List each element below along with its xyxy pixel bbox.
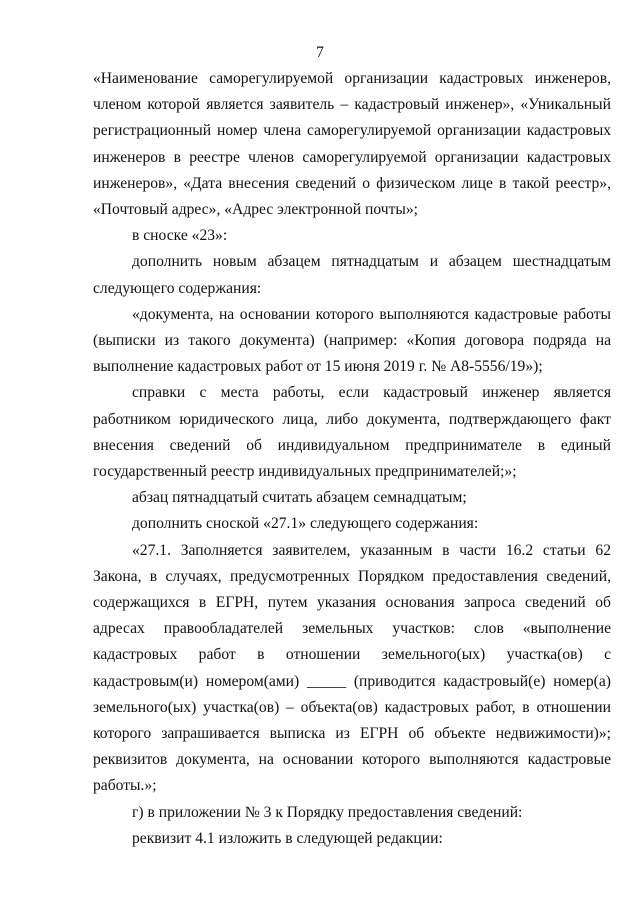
paragraph-renumber: абзац пятнадцатый считать абзацем семнадцатым; <box>132 489 467 507</box>
document-body <box>93 66 611 852</box>
paragraph-document-basis: «документа, на основании которого выполняются кадастровые работы (выписки из такого документа) (например: «Копия договора подряда на выполнение кадастровых работ от 15 июня 2019 г. № А8-5556/19»); <box>93 305 611 376</box>
paragraph-requisite-4-1: реквизит 4.1 изложить в следующей редакции: <box>132 829 443 847</box>
paragraph-footnote-27-1-text: «27.1. Заполняется заявителем, указанным в части 16.2 статьи 62 Закона, в случаях, предусмотренных Порядком предоставления сведений, содержащихся в ЕГРН, путем указания основания запроса сведений об адресах правообладателей земельных участков: слов «выполнение кадастровых работ в отношении земельного(ых) участка(ов) с кадастровым(и) номером(ами) _____ (приводится кадастровый(е) номер(а) земельного(ых) участка(ов) – объекта(ов) кадастровых работ, в отношении которого запрашивается выписка из ЕГРН об объекте недвижимости)»; реквизитов документа, на основании которого выполняются кадастровые работы.»; <box>93 541 611 795</box>
paragraph-add-paragraphs: дополнить новым абзацем пятнадцатым и абзацем шестнадцатым следующего содержания: <box>93 253 611 297</box>
page-number: 7 <box>316 44 324 61</box>
paragraph-appendix-3: г) в приложении № 3 к Порядку предоставления сведений: <box>132 803 523 821</box>
paragraph-work-certificate: справки с места работы, если кадастровый инженер является работником юридического лица, либо документа, подтверждающего факт внесения сведений об индивидуальном предпринимателе в единый государственный реестр индивидуальных предпринимателей;»; <box>93 384 611 481</box>
paragraph-add-footnote-27-1: дополнить сноской «27.1» следующего содержания: <box>132 515 479 533</box>
paragraph-field-names: «Наименование саморегулируемой организации кадастровых инженеров, членом которой является заявитель – кадастровый инженер», «Уникальный регистрационный номер члена саморегулируемой организации кадастровых инженеров в реестре членов саморегулируемой организации кадастровых инженеров», «Дата внесения сведений о физическом лице в такой реестр», «Почтовый адрес», «Адрес электронной почты»; <box>93 70 611 219</box>
paragraph-footnote-23: в сноске «23»: <box>132 227 228 245</box>
